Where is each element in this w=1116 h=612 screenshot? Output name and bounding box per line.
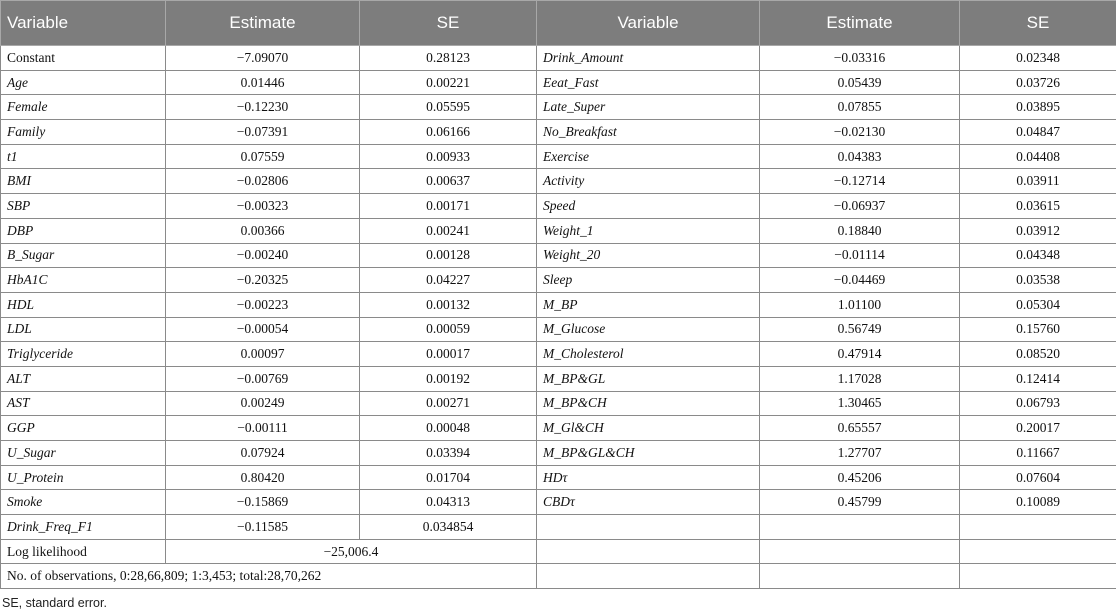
estimate-cell: 0.07855 bbox=[760, 95, 960, 120]
variable-cell: DBP bbox=[1, 218, 166, 243]
se-cell: 0.04408 bbox=[960, 144, 1116, 169]
variable-cell: HDL bbox=[1, 292, 166, 317]
variable-cell: Family bbox=[1, 120, 166, 145]
empty-cell bbox=[760, 539, 960, 564]
estimate-cell: 0.04383 bbox=[760, 144, 960, 169]
table-row bbox=[1, 465, 1116, 490]
empty-cell bbox=[537, 539, 760, 564]
se-cell: 0.00017 bbox=[360, 342, 537, 367]
table-row bbox=[1, 342, 1116, 367]
table-row bbox=[1, 46, 1116, 71]
variable-cell: ALT bbox=[1, 366, 166, 391]
variable-cell bbox=[537, 515, 760, 540]
se-cell: 0.06166 bbox=[360, 120, 537, 145]
estimate-cell: −0.02806 bbox=[166, 169, 360, 194]
table-row bbox=[1, 366, 1116, 391]
estimate-cell: 0.65557 bbox=[760, 416, 960, 441]
observations-label: No. of observations, 0:28,66,809; 1:3,453; total:28,70,262 bbox=[1, 564, 537, 589]
se-cell: 0.10089 bbox=[960, 490, 1116, 515]
empty-cell bbox=[537, 564, 760, 589]
se-cell: 0.11667 bbox=[960, 441, 1116, 466]
estimate-cell: −0.00323 bbox=[166, 194, 360, 219]
table-row bbox=[1, 292, 1116, 317]
se-cell: 0.01704 bbox=[360, 465, 537, 490]
header-row bbox=[1, 1, 1116, 46]
estimate-cell: −0.15869 bbox=[166, 490, 360, 515]
estimate-cell: 0.01446 bbox=[166, 70, 360, 95]
estimate-cell: 0.80420 bbox=[166, 465, 360, 490]
estimate-cell: 1.17028 bbox=[760, 366, 960, 391]
log-likelihood-label: Log likelihood bbox=[1, 539, 166, 564]
se-cell: 0.03615 bbox=[960, 194, 1116, 219]
variable-cell: Female bbox=[1, 95, 166, 120]
se-cell: 0.03912 bbox=[960, 218, 1116, 243]
variable-cell: M_Gl&CH bbox=[537, 416, 760, 441]
table-row bbox=[1, 144, 1116, 169]
estimate-cell bbox=[760, 515, 960, 540]
estimate-cell: −0.06937 bbox=[760, 194, 960, 219]
log-likelihood-value: −25,006.4 bbox=[166, 539, 537, 564]
estimate-cell: −0.04469 bbox=[760, 268, 960, 293]
table-row bbox=[1, 416, 1116, 441]
estimate-cell: −0.07391 bbox=[166, 120, 360, 145]
variable-cell: CBDτ bbox=[537, 490, 760, 515]
estimate-cell: 0.00249 bbox=[166, 391, 360, 416]
table-row bbox=[1, 243, 1116, 268]
variable-cell: M_BP&CH bbox=[537, 391, 760, 416]
se-cell: 0.07604 bbox=[960, 465, 1116, 490]
se-cell: 0.04227 bbox=[360, 268, 537, 293]
variable-cell: SBP bbox=[1, 194, 166, 219]
table-row bbox=[1, 317, 1116, 342]
header-estimate-2: Estimate bbox=[760, 1, 960, 46]
se-cell: 0.03538 bbox=[960, 268, 1116, 293]
variable-cell: M_BP&GL&CH bbox=[537, 441, 760, 466]
estimate-cell: 0.18840 bbox=[760, 218, 960, 243]
variable-cell: GGP bbox=[1, 416, 166, 441]
table-row bbox=[1, 120, 1116, 145]
se-cell: 0.00059 bbox=[360, 317, 537, 342]
se-cell: 0.04313 bbox=[360, 490, 537, 515]
estimate-cell: −0.12714 bbox=[760, 169, 960, 194]
variable-cell: U_Protein bbox=[1, 465, 166, 490]
estimate-cell: 0.00366 bbox=[166, 218, 360, 243]
variable-cell: Exercise bbox=[537, 144, 760, 169]
table-row bbox=[1, 490, 1116, 515]
estimate-cell: 0.07924 bbox=[166, 441, 360, 466]
variable-cell: HbA1C bbox=[1, 268, 166, 293]
se-cell: 0.03726 bbox=[960, 70, 1116, 95]
variable-cell: Age bbox=[1, 70, 166, 95]
header-variable-2: Variable bbox=[537, 1, 760, 46]
variable-cell: LDL bbox=[1, 317, 166, 342]
estimate-cell: −0.00054 bbox=[166, 317, 360, 342]
se-cell: 0.00192 bbox=[360, 366, 537, 391]
variable-cell: BMI bbox=[1, 169, 166, 194]
table-footnote: SE, standard error. bbox=[2, 596, 107, 610]
variable-cell: M_Cholesterol bbox=[537, 342, 760, 367]
estimate-cell: −7.09070 bbox=[166, 46, 360, 71]
se-cell: 0.12414 bbox=[960, 366, 1116, 391]
variable-cell: Smoke bbox=[1, 490, 166, 515]
se-cell: 0.05304 bbox=[960, 292, 1116, 317]
variable-cell: Triglyceride bbox=[1, 342, 166, 367]
empty-cell bbox=[960, 539, 1116, 564]
estimate-cell: 0.05439 bbox=[760, 70, 960, 95]
estimate-cell: 0.45799 bbox=[760, 490, 960, 515]
variable-cell: U_Sugar bbox=[1, 441, 166, 466]
se-cell: 0.04348 bbox=[960, 243, 1116, 268]
se-cell: 0.00637 bbox=[360, 169, 537, 194]
table-row bbox=[1, 441, 1116, 466]
estimate-cell: 0.45206 bbox=[760, 465, 960, 490]
table-row bbox=[1, 95, 1116, 120]
se-cell: 0.15760 bbox=[960, 317, 1116, 342]
estimate-cell: −0.00769 bbox=[166, 366, 360, 391]
header-se-2: SE bbox=[960, 1, 1116, 46]
estimate-cell: −0.03316 bbox=[760, 46, 960, 71]
se-cell: 0.00221 bbox=[360, 70, 537, 95]
estimate-cell: 0.47914 bbox=[760, 342, 960, 367]
se-cell: 0.00241 bbox=[360, 218, 537, 243]
estimate-cell: 0.56749 bbox=[760, 317, 960, 342]
estimate-cell: 1.30465 bbox=[760, 391, 960, 416]
estimate-cell: −0.12230 bbox=[166, 95, 360, 120]
se-cell: 0.00933 bbox=[360, 144, 537, 169]
variable-cell: Late_Super bbox=[537, 95, 760, 120]
variable-cell: Drink_Amount bbox=[537, 46, 760, 71]
empty-cell bbox=[960, 564, 1116, 589]
estimate-cell: −0.00223 bbox=[166, 292, 360, 317]
se-cell: 0.05595 bbox=[360, 95, 537, 120]
se-cell: 0.02348 bbox=[960, 46, 1116, 71]
variable-cell: HDτ bbox=[537, 465, 760, 490]
variable-cell: B_Sugar bbox=[1, 243, 166, 268]
variable-cell: M_Glucose bbox=[537, 317, 760, 342]
log-likelihood-row bbox=[1, 539, 1116, 564]
variable-cell: No_Breakfast bbox=[537, 120, 760, 145]
table-row bbox=[1, 194, 1116, 219]
variable-cell: Weight_20 bbox=[537, 243, 760, 268]
table-row bbox=[1, 515, 1116, 540]
estimate-cell: 0.00097 bbox=[166, 342, 360, 367]
table-row bbox=[1, 169, 1116, 194]
header-variable-1: Variable bbox=[1, 1, 166, 46]
se-cell: 0.06793 bbox=[960, 391, 1116, 416]
se-cell: 0.28123 bbox=[360, 46, 537, 71]
variable-cell: t1 bbox=[1, 144, 166, 169]
se-cell: 0.034854 bbox=[360, 515, 537, 540]
estimate-cell: −0.02130 bbox=[760, 120, 960, 145]
variable-cell: Speed bbox=[537, 194, 760, 219]
se-cell: 0.20017 bbox=[960, 416, 1116, 441]
estimate-cell: 1.01100 bbox=[760, 292, 960, 317]
variable-cell: Constant bbox=[1, 46, 166, 71]
table-row bbox=[1, 268, 1116, 293]
se-cell: 0.00171 bbox=[360, 194, 537, 219]
variable-cell: Drink_Freq_F1 bbox=[1, 515, 166, 540]
se-cell: 0.03394 bbox=[360, 441, 537, 466]
table-row bbox=[1, 70, 1116, 95]
variable-cell: M_BP bbox=[537, 292, 760, 317]
estimate-cell: −0.00111 bbox=[166, 416, 360, 441]
table-row bbox=[1, 391, 1116, 416]
se-cell bbox=[960, 515, 1116, 540]
se-cell: 0.03895 bbox=[960, 95, 1116, 120]
se-cell: 0.04847 bbox=[960, 120, 1116, 145]
estimate-cell: 0.07559 bbox=[166, 144, 360, 169]
header-se-1: SE bbox=[360, 1, 537, 46]
estimate-cell: −0.00240 bbox=[166, 243, 360, 268]
empty-cell bbox=[760, 564, 960, 589]
estimate-cell: −0.01114 bbox=[760, 243, 960, 268]
variable-cell: Eeat_Fast bbox=[537, 70, 760, 95]
table-row bbox=[1, 218, 1116, 243]
variable-cell: AST bbox=[1, 391, 166, 416]
se-cell: 0.00048 bbox=[360, 416, 537, 441]
variable-cell: Weight_1 bbox=[537, 218, 760, 243]
observations-row bbox=[1, 564, 1116, 589]
se-cell: 0.00132 bbox=[360, 292, 537, 317]
se-cell: 0.03911 bbox=[960, 169, 1116, 194]
estimate-cell: 1.27707 bbox=[760, 441, 960, 466]
se-cell: 0.00271 bbox=[360, 391, 537, 416]
se-cell: 0.00128 bbox=[360, 243, 537, 268]
variable-cell: Sleep bbox=[537, 268, 760, 293]
variable-cell: Activity bbox=[537, 169, 760, 194]
variable-cell: M_BP&GL bbox=[537, 366, 760, 391]
header-estimate-1: Estimate bbox=[166, 1, 360, 46]
estimate-cell: −0.11585 bbox=[166, 515, 360, 540]
se-cell: 0.08520 bbox=[960, 342, 1116, 367]
estimate-cell: −0.20325 bbox=[166, 268, 360, 293]
